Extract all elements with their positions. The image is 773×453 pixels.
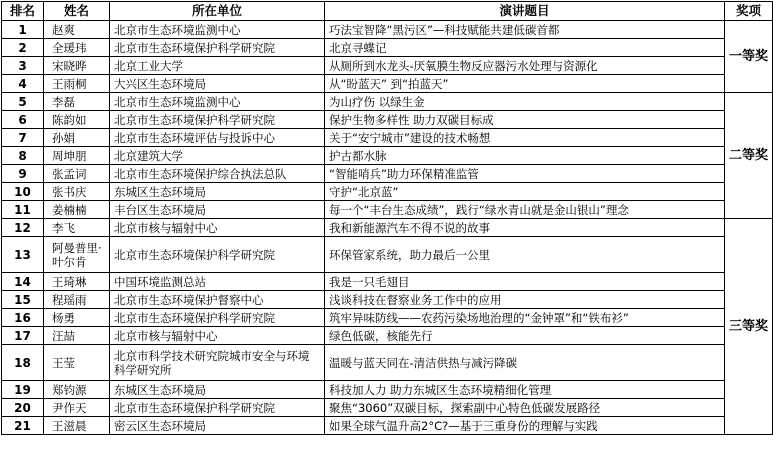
name-cell: 张书庆 bbox=[44, 183, 110, 201]
unit-cell: 北京市核与辐射中心 bbox=[110, 219, 325, 237]
name-cell: 孙娟 bbox=[44, 129, 110, 147]
unit-cell: 北京市生态环境保护综合执法总队 bbox=[110, 165, 325, 183]
rank-cell: 18 bbox=[2, 345, 44, 381]
rank-cell: 19 bbox=[2, 381, 44, 399]
unit-cell: 北京市生态环境监测中心 bbox=[110, 21, 325, 39]
unit-cell: 北京市科学技术研究院城市安全与环境科学研究所 bbox=[110, 345, 325, 381]
topic-cell: 环保管家系统，助力最后一公里 bbox=[325, 237, 725, 273]
header-unit: 所在单位 bbox=[110, 2, 325, 21]
topic-cell: 保护生物多样性 助力双碳目标成 bbox=[325, 111, 725, 129]
unit-cell: 北京市生态环境保护科学研究院 bbox=[110, 39, 325, 57]
topic-cell: 温暖与蓝天同在-清洁供热与减污降碳 bbox=[325, 345, 725, 381]
topic-cell: “智能哨兵”助力环保精准监管 bbox=[325, 165, 725, 183]
unit-cell: 中国环境监测总站 bbox=[110, 273, 325, 291]
name-cell: 全瑗玮 bbox=[44, 39, 110, 57]
unit-cell: 东城区生态环境局 bbox=[110, 381, 325, 399]
unit-cell: 丰台区生态环境局 bbox=[110, 201, 325, 219]
unit-cell: 北京市生态环境保护科学研究院 bbox=[110, 309, 325, 327]
unit-cell: 大兴区生态环境局 bbox=[110, 75, 325, 93]
topic-cell: 聚焦“3060”双碳目标，探索副中心特色低碳发展路径 bbox=[325, 399, 725, 417]
unit-cell: 东城区生态环境局 bbox=[110, 183, 325, 201]
table-row bbox=[2, 381, 773, 399]
unit-cell: 北京市生态环境保护科学研究院 bbox=[110, 111, 325, 129]
name-cell: 王琦琳 bbox=[44, 273, 110, 291]
unit-cell: 密云区生态环境局 bbox=[110, 417, 325, 435]
rank-cell: 4 bbox=[2, 75, 44, 93]
table-row bbox=[2, 201, 773, 219]
rank-cell: 9 bbox=[2, 165, 44, 183]
topic-cell: 如果全球气温升高2°C?—基于三重身份的理解与实践 bbox=[325, 417, 725, 435]
rank-cell: 7 bbox=[2, 129, 44, 147]
name-cell: 王雨桐 bbox=[44, 75, 110, 93]
table-row bbox=[2, 291, 773, 309]
topic-cell: 筑牢异味防线——农药污染场地治理的“金钟罩”和“铁布衫” bbox=[325, 309, 725, 327]
unit-cell: 北京市生态环境保护科学研究院 bbox=[110, 399, 325, 417]
unit-cell: 北京建筑大学 bbox=[110, 147, 325, 165]
unit-cell: 北京市生态环境保护督察中心 bbox=[110, 291, 325, 309]
rank-cell: 11 bbox=[2, 201, 44, 219]
rank-cell: 20 bbox=[2, 399, 44, 417]
name-cell: 李飞 bbox=[44, 219, 110, 237]
table-row bbox=[2, 237, 773, 273]
name-cell: 姜楠楠 bbox=[44, 201, 110, 219]
table-row bbox=[2, 39, 773, 57]
header-topic: 演讲题目 bbox=[325, 2, 725, 21]
table-row bbox=[2, 345, 773, 381]
table-row bbox=[2, 309, 773, 327]
name-cell: 王莹 bbox=[44, 345, 110, 381]
unit-cell: 北京工业大学 bbox=[110, 57, 325, 75]
unit-cell: 北京市生态环境保护科学研究院 bbox=[110, 237, 325, 273]
rank-cell: 10 bbox=[2, 183, 44, 201]
topic-cell: 护古都水脉 bbox=[325, 147, 725, 165]
name-cell: 汪喆 bbox=[44, 327, 110, 345]
table-row bbox=[2, 417, 773, 435]
table-row bbox=[2, 111, 773, 129]
header-rank: 排名 bbox=[2, 2, 44, 21]
award-third-prize: 三等奖 bbox=[725, 219, 773, 435]
rank-cell: 15 bbox=[2, 291, 44, 309]
rank-cell: 1 bbox=[2, 21, 44, 39]
award-second-prize: 二等奖 bbox=[725, 93, 773, 219]
rank-cell: 3 bbox=[2, 57, 44, 75]
topic-cell: 我和新能源汽车不得不说的故事 bbox=[325, 219, 725, 237]
table-row bbox=[2, 75, 773, 93]
table-row bbox=[2, 147, 773, 165]
rank-cell: 21 bbox=[2, 417, 44, 435]
award-first-prize: 一等奖 bbox=[725, 21, 773, 93]
topic-cell: 从厕所到水龙头-厌氧膜生物反应器污水处理与资源化 bbox=[325, 57, 725, 75]
name-cell: 尹作天 bbox=[44, 399, 110, 417]
topic-cell: 绿色低碳，核能先行 bbox=[325, 327, 725, 345]
name-cell: 赵爽 bbox=[44, 21, 110, 39]
unit-cell: 北京市生态环境评估与投诉中心 bbox=[110, 129, 325, 147]
table-row bbox=[2, 327, 773, 345]
rank-cell: 13 bbox=[2, 237, 44, 273]
table-row bbox=[2, 93, 773, 111]
topic-cell: 我是一只毛翅目 bbox=[325, 273, 725, 291]
name-cell: 陈韵如 bbox=[44, 111, 110, 129]
topic-cell: 北京寻蝶记 bbox=[325, 39, 725, 57]
topic-cell: 浅谈科技在督察业务工作中的应用 bbox=[325, 291, 725, 309]
name-cell: 李磊 bbox=[44, 93, 110, 111]
rank-cell: 6 bbox=[2, 111, 44, 129]
table-row bbox=[2, 57, 773, 75]
topic-cell: 关于“安宁城市”建设的技术畅想 bbox=[325, 129, 725, 147]
table-row bbox=[2, 219, 773, 237]
rank-cell: 5 bbox=[2, 93, 44, 111]
rank-cell: 16 bbox=[2, 309, 44, 327]
unit-cell: 北京市核与辐射中心 bbox=[110, 327, 325, 345]
table-row bbox=[2, 165, 773, 183]
name-cell: 郑钧源 bbox=[44, 381, 110, 399]
table-row bbox=[2, 129, 773, 147]
name-cell: 王滋晨 bbox=[44, 417, 110, 435]
awards-table bbox=[1, 1, 773, 435]
name-cell: 程瑶雨 bbox=[44, 291, 110, 309]
name-cell: 周坤朋 bbox=[44, 147, 110, 165]
name-cell: 宋晓晔 bbox=[44, 57, 110, 75]
name-cell: 阿曼普里·叶尔肯 bbox=[44, 237, 110, 273]
topic-cell: 从“盼蓝天” 到“拍蓝天” bbox=[325, 75, 725, 93]
rank-cell: 14 bbox=[2, 273, 44, 291]
topic-cell: 为山疗伤 以绿生金 bbox=[325, 93, 725, 111]
topic-cell: 守护“北京蓝” bbox=[325, 183, 725, 201]
name-cell: 张孟词 bbox=[44, 165, 110, 183]
topic-cell: 巧法宝智降“黑污区”—科技赋能共建低碳首都 bbox=[325, 21, 725, 39]
table-row bbox=[2, 399, 773, 417]
rank-cell: 8 bbox=[2, 147, 44, 165]
topic-cell: 科技加人力 助力东城区生态环境精细化管理 bbox=[325, 381, 725, 399]
rank-cell: 2 bbox=[2, 39, 44, 57]
unit-cell: 北京市生态环境监测中心 bbox=[110, 93, 325, 111]
rank-cell: 12 bbox=[2, 219, 44, 237]
header-award: 奖项 bbox=[725, 2, 773, 21]
rank-cell: 17 bbox=[2, 327, 44, 345]
header-row bbox=[2, 2, 773, 21]
table-row bbox=[2, 183, 773, 201]
name-cell: 杨勇 bbox=[44, 309, 110, 327]
header-name: 姓名 bbox=[44, 2, 110, 21]
table-row bbox=[2, 273, 773, 291]
table-row bbox=[2, 21, 773, 39]
topic-cell: 每一个“丰台生态成绩”，践行“绿水青山就是金山银山”理念 bbox=[325, 201, 725, 219]
